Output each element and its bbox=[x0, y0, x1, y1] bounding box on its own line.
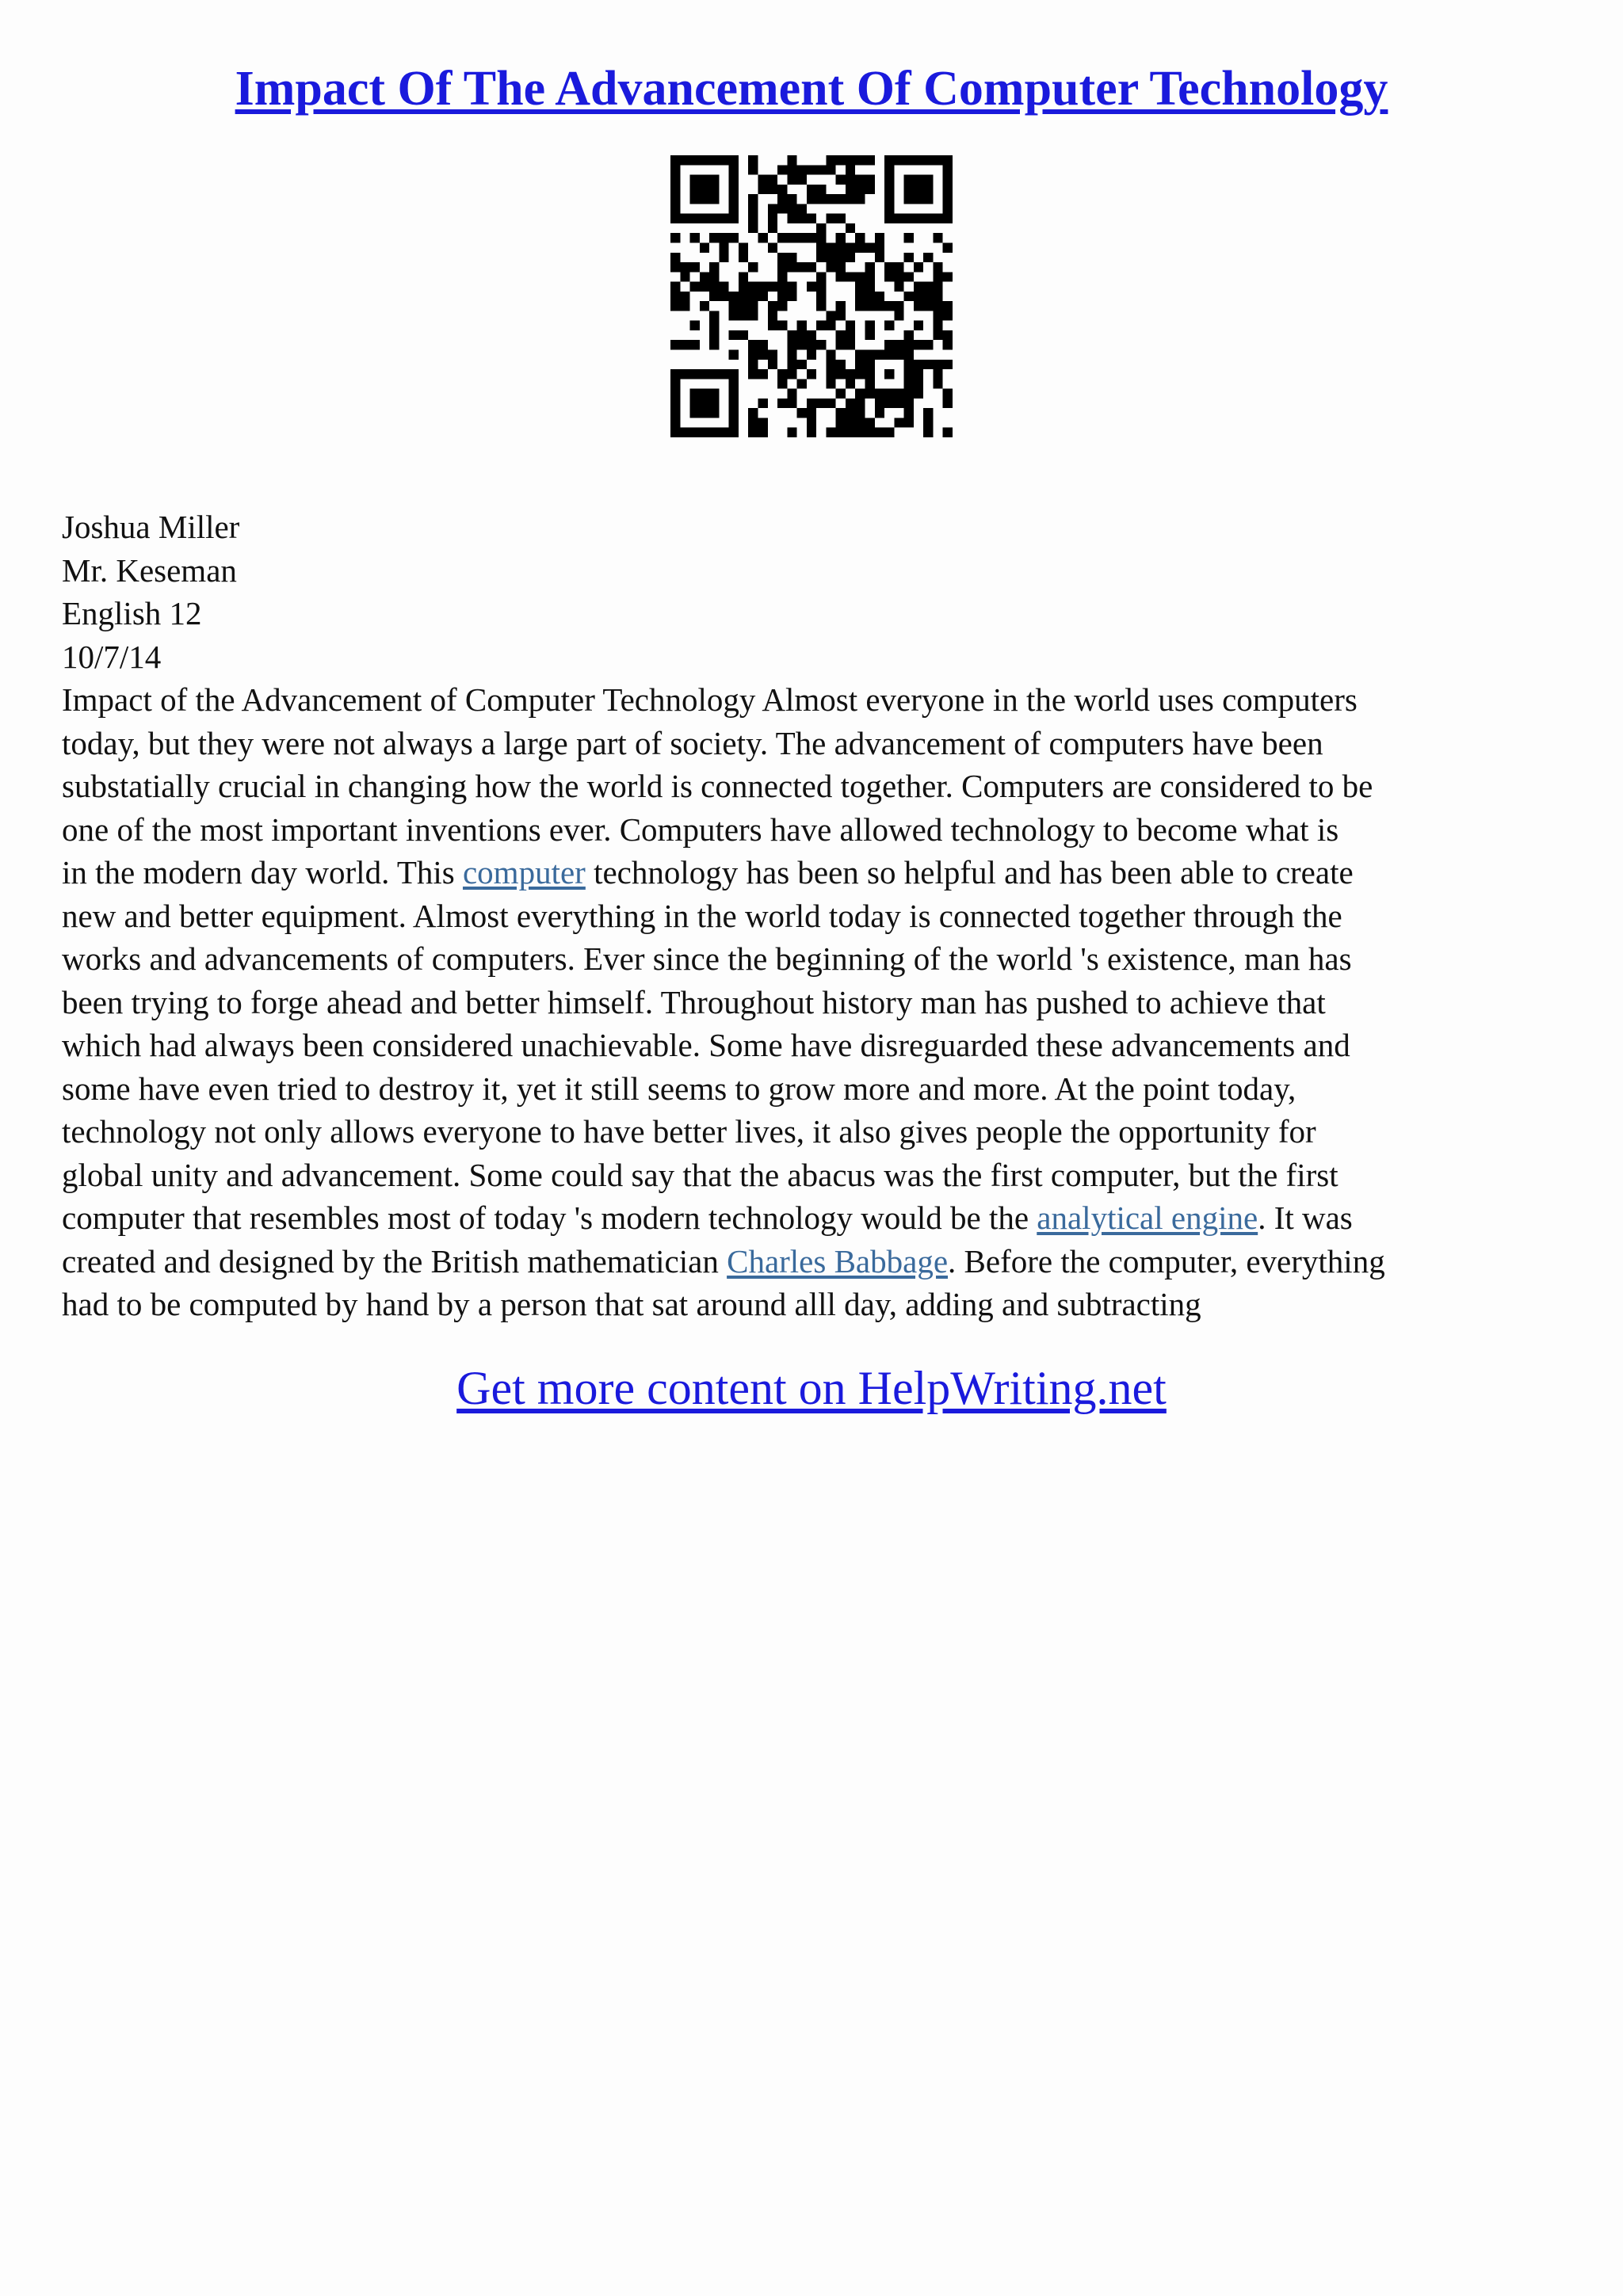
essay-line bbox=[62, 851, 1568, 894]
essay-text: had to be computed by hand by a person that sat around alll day, adding and subtracting bbox=[62, 1286, 1201, 1322]
essay-line bbox=[62, 894, 1568, 938]
essay-text: new and better equipment. Almost everything in the world today is connected together through the bbox=[62, 897, 1342, 934]
essay-text: today, but they were not always a large part of society. The advancement of computers have been bbox=[62, 724, 1323, 761]
essay-text: Impact of the Advancement of Computer Technology Almost everyone in the world uses computers bbox=[62, 681, 1358, 718]
footer-link[interactable]: Get more content on HelpWriting.net bbox=[456, 1362, 1167, 1414]
essay-line bbox=[62, 765, 1568, 808]
essay-paragraph bbox=[62, 678, 1568, 1326]
essay-line bbox=[62, 1240, 1568, 1283]
footer bbox=[0, 1356, 1623, 1420]
teacher-name: Mr. Keseman bbox=[62, 551, 237, 589]
essay-text: created and designed by the British mathematician bbox=[62, 1242, 727, 1280]
essay-line bbox=[62, 1154, 1568, 1197]
essay-line bbox=[62, 722, 1568, 765]
essay-line bbox=[62, 808, 1568, 852]
essay-line bbox=[62, 1196, 1568, 1240]
essay-text: . It was bbox=[1258, 1199, 1353, 1236]
essay-line bbox=[62, 678, 1568, 722]
essay-text: technology not only allows everyone to have better lives, it also gives people the opportunity for bbox=[62, 1113, 1316, 1150]
essay-date: 10/7/14 bbox=[62, 638, 162, 675]
essay-text: been trying to forge ahead and better himself. Throughout history man has pushed to achieve that bbox=[62, 983, 1326, 1020]
inline-link[interactable]: Charles Babbage bbox=[727, 1242, 949, 1280]
essay-text: technology has been so helpful and has been able to create bbox=[585, 854, 1354, 891]
document-body bbox=[62, 505, 1568, 1326]
essay-line bbox=[62, 1024, 1568, 1067]
essay-text: computer that resembles most of today 's modern technology would be the bbox=[62, 1199, 1037, 1236]
essay-text: global unity and advancement. Some could say that the abacus was the first computer, but the first bbox=[62, 1156, 1338, 1193]
essay-text: one of the most important inventions ever. Computers have allowed technology to become what is bbox=[62, 810, 1339, 848]
inline-link[interactable]: analytical engine bbox=[1037, 1199, 1258, 1236]
essay-text: which had always been considered unachievable. Some have disreguarded these advancements and bbox=[62, 1027, 1350, 1063]
essay-line bbox=[62, 1067, 1568, 1111]
course-name: English 12 bbox=[62, 595, 202, 631]
author-name: Joshua Miller bbox=[62, 509, 240, 545]
document-title-container bbox=[0, 55, 1623, 122]
essay-text: in the modern day world. This bbox=[62, 854, 463, 891]
essay-text: substatially crucial in changing how the world is connected together. Computers are considered to be bbox=[62, 768, 1373, 804]
essay-line bbox=[62, 1110, 1568, 1154]
inline-link[interactable]: computer bbox=[462, 854, 586, 891]
essay-text: . Before the computer, everything bbox=[948, 1242, 1385, 1280]
essay-text: some have even tried to destroy it, yet it still seems to grow more and more. At the point today, bbox=[62, 1070, 1296, 1107]
qr-code-icon bbox=[670, 155, 953, 437]
essay-line bbox=[62, 1283, 1568, 1326]
document-title-link[interactable]: Impact Of The Advancement Of Computer Technology bbox=[235, 62, 1388, 116]
essay-text: works and advancements of computers. Ever since the beginning of the world 's existence, man has bbox=[62, 940, 1352, 977]
essay-line bbox=[62, 937, 1568, 981]
essay-line bbox=[62, 981, 1568, 1024]
